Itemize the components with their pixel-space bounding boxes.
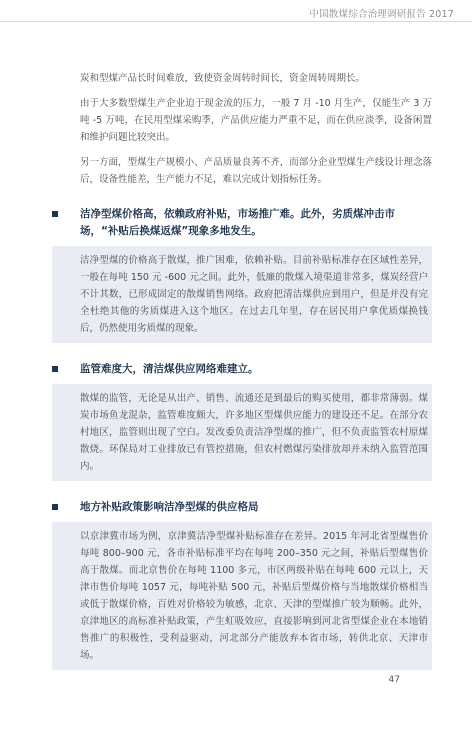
square-bullet-icon	[52, 504, 58, 510]
section-3-heading: 地方补贴政策影响洁净型煤的供应格局	[80, 501, 259, 513]
section-3-body: 以京津冀市场为例，京津冀洁净型煤补贴标准存在差异。2015 年河北省型煤售价每吨 800–900 元，各市补贴标准平均在每吨 200–350 元之间，补贴后型煤售价高于散煤。而北京售价在每吨 1100 多元，市区两级补贴在每吨 600 元以上，天津市售价每吨 1057 元，每吨补贴 500 元，补贴后型煤价格与当地散煤价格相当或低于散煤价格，百姓对价格较为敏感，北京、天津的型煤推广较为顺畅。此外，京津地区的高标准补贴政策，产生虹吸效应，直接影响到河北省型煤企业在本地销售推广的积极性，受利益驱动，河北部分产能放弃本省市场，转供北京、天津市场。	[80, 531, 428, 661]
section-2	[80, 361, 432, 481]
section-3-body-box	[52, 522, 432, 670]
section-2-body: 散煤的监管，无论是从出产、销售、流通还是到最后的购买使用，都非常薄弱。煤炭市场鱼龙混杂，监管难度颇大，许多地区型煤供应能力的建设还不足。在部分农村地区，监管则出现了空白。发改委负责洁净型煤的推广，但不负责监管农村原煤散烧。环保局对工业排放已有管控措施，但农村燃煤污染排放却并未纳入监管范围内。	[80, 393, 428, 472]
square-bullet-icon	[52, 366, 58, 372]
section-1-body: 洁净型煤的价格高于散煤，推广困难，依赖补贴。目前补贴标准存在区域性差异，一般在每吨 150 元 -600 元之间。此外，低廉的散煤入境渠道非常多，煤炭经营户不计其数，已形成固定的散煤销售网络。政府把清洁煤供应到用户，但是并没有完全杜绝其他的劣质煤进入这个地区。在过去几年里，存在居民用户拿优质煤换钱后，仍然使用劣质煤的现象。	[80, 255, 428, 334]
section-1	[80, 206, 432, 343]
intro-paragraph-2: 由于大多数型煤生产企业迫于现金流的压力，一般 7 月 -10 月生产，仅能生产 3 万吨 -5 万吨，在民用型煤采购季，产品供应能力严重不足，而在供应淡季，设备闲置和维护问题比较突出。	[80, 98, 432, 143]
section-2-heading: 监管难度大，清洁煤供应网络难建立。	[80, 363, 259, 375]
section-1-body-box	[52, 246, 432, 343]
section-2-body-box	[52, 384, 432, 481]
square-bullet-icon	[52, 211, 58, 217]
section-3	[80, 499, 432, 670]
running-header: 中国散煤综合治理调研报告 2017	[309, 9, 454, 20]
header-rule	[0, 21, 472, 22]
intro-paragraph-3: 另一方面，型煤生产规模小、产品质量良莠不齐，而部分企业型煤生产线设计理念落后，设备性能差，生产能力不足，难以完成计划指标任务。	[80, 157, 432, 185]
page-number: 47	[388, 675, 400, 685]
section-1-heading: 洁净型煤价格高，依赖政府补贴，市场推广难。此外，劣质煤冲击市场，“补贴后换煤返煤”现象多地发生。	[80, 208, 395, 237]
page-content	[80, 70, 432, 670]
intro-paragraph-1: 炭和型煤产品长时间难放，致使资金周转时间长，资金周转周期长。	[80, 73, 366, 84]
